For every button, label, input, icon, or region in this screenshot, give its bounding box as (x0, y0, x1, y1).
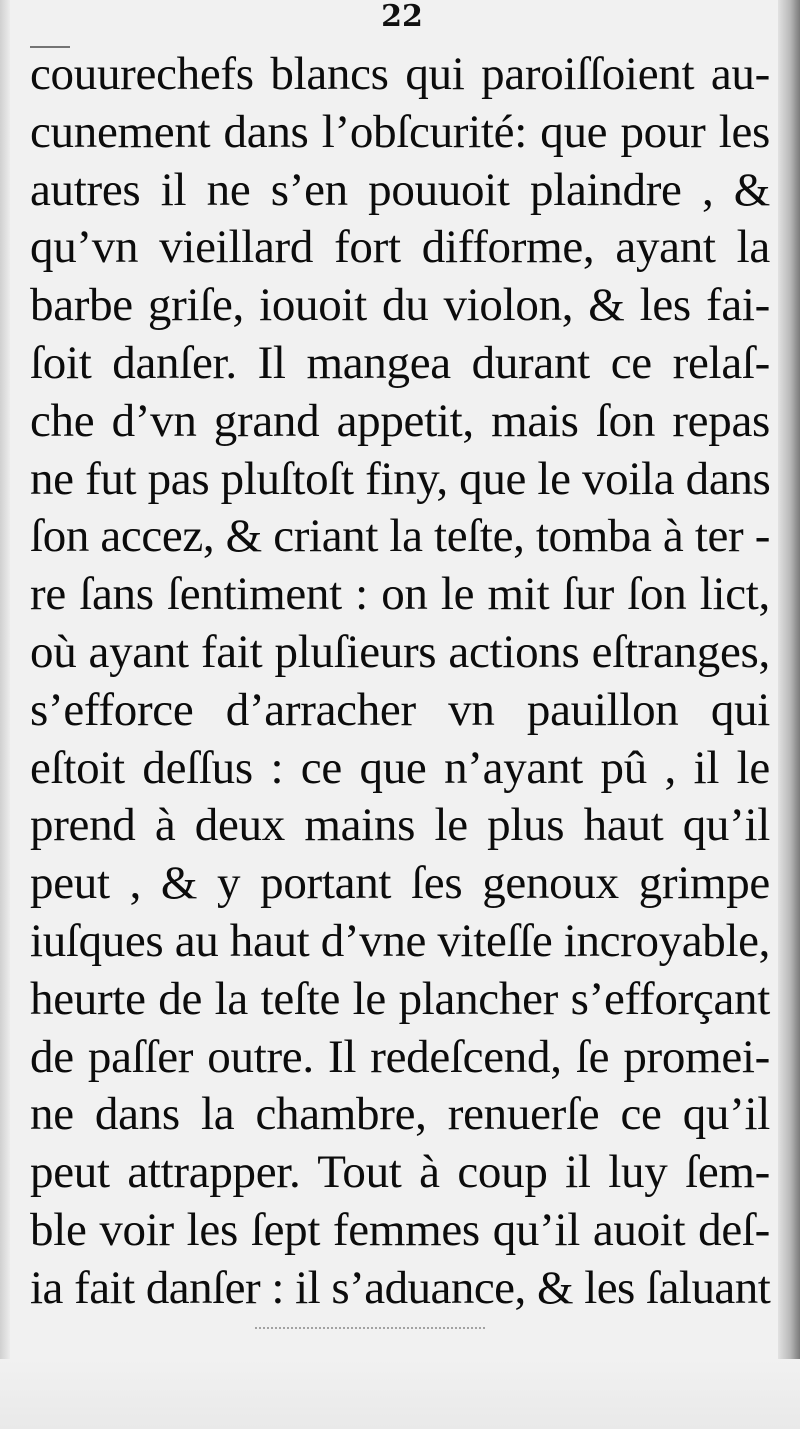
text-line: re ſans ſentiment : on le mit ſur ſon lict, (30, 568, 770, 621)
text-line: ne dans la chambre, renuerſe ce qu’il (30, 1088, 770, 1141)
body-text (30, 46, 770, 1318)
text-line: ſoit danſer. Il mangea durant ce relaſ- (30, 336, 770, 389)
text-line: de paſſer outre. Il redeſcend, ſe promei- (30, 1030, 770, 1083)
text-line: qu’vn vieillard fort difforme, ayant la (30, 221, 770, 274)
page-bottom-margin (0, 1359, 800, 1429)
text-line: eſtoit deſſus : ce que n’ayant pû , il le (30, 741, 770, 794)
text-line: s’efforce d’arracher vn pauillon qui (30, 683, 770, 736)
page-left-edge (0, 0, 10, 1429)
text-line: che d’vn grand appetit, mais ſon repas (30, 394, 770, 447)
text-line: ſon accez, & criant la teſte, tomba à ter - (30, 510, 770, 563)
text-line: ia fait danſer : il s’aduance, & les ſaluant (30, 1261, 771, 1314)
text-line: barbe griſe, iouoit du violon, & les fai- (30, 279, 770, 332)
text-line: cunement dans l’obſcurité: que pour les (30, 105, 770, 158)
text-line: autres il ne s’en pouuoit plaindre , & (30, 163, 770, 216)
page-number: 22 (381, 0, 423, 34)
page-right-edge (778, 0, 800, 1429)
bottom-rule (255, 1327, 485, 1330)
text-line: prend à deux mains le plus haut qu’il (30, 799, 770, 852)
text-line: ne fut pas pluſtoſt finy, que le voila dans (30, 452, 771, 505)
text-line: iuſques au haut d’vne viteſſe incroyable, (30, 914, 771, 967)
text-line: peut , & y portant ſes genoux grimpe (30, 857, 770, 910)
text-line: ble voir les ſept femmes qu’il auoit deſ- (30, 1203, 770, 1256)
text-line: couurechefs blancs qui paroiſſoient au- (30, 48, 770, 100)
text-line: où ayant fait pluſieurs actions eſtranges, (30, 625, 770, 678)
text-line: peut attrapper. Tout à coup il luy ſem- (30, 1146, 770, 1199)
text-line: heurte de la teſte le plancher s’efforçant (30, 972, 770, 1025)
